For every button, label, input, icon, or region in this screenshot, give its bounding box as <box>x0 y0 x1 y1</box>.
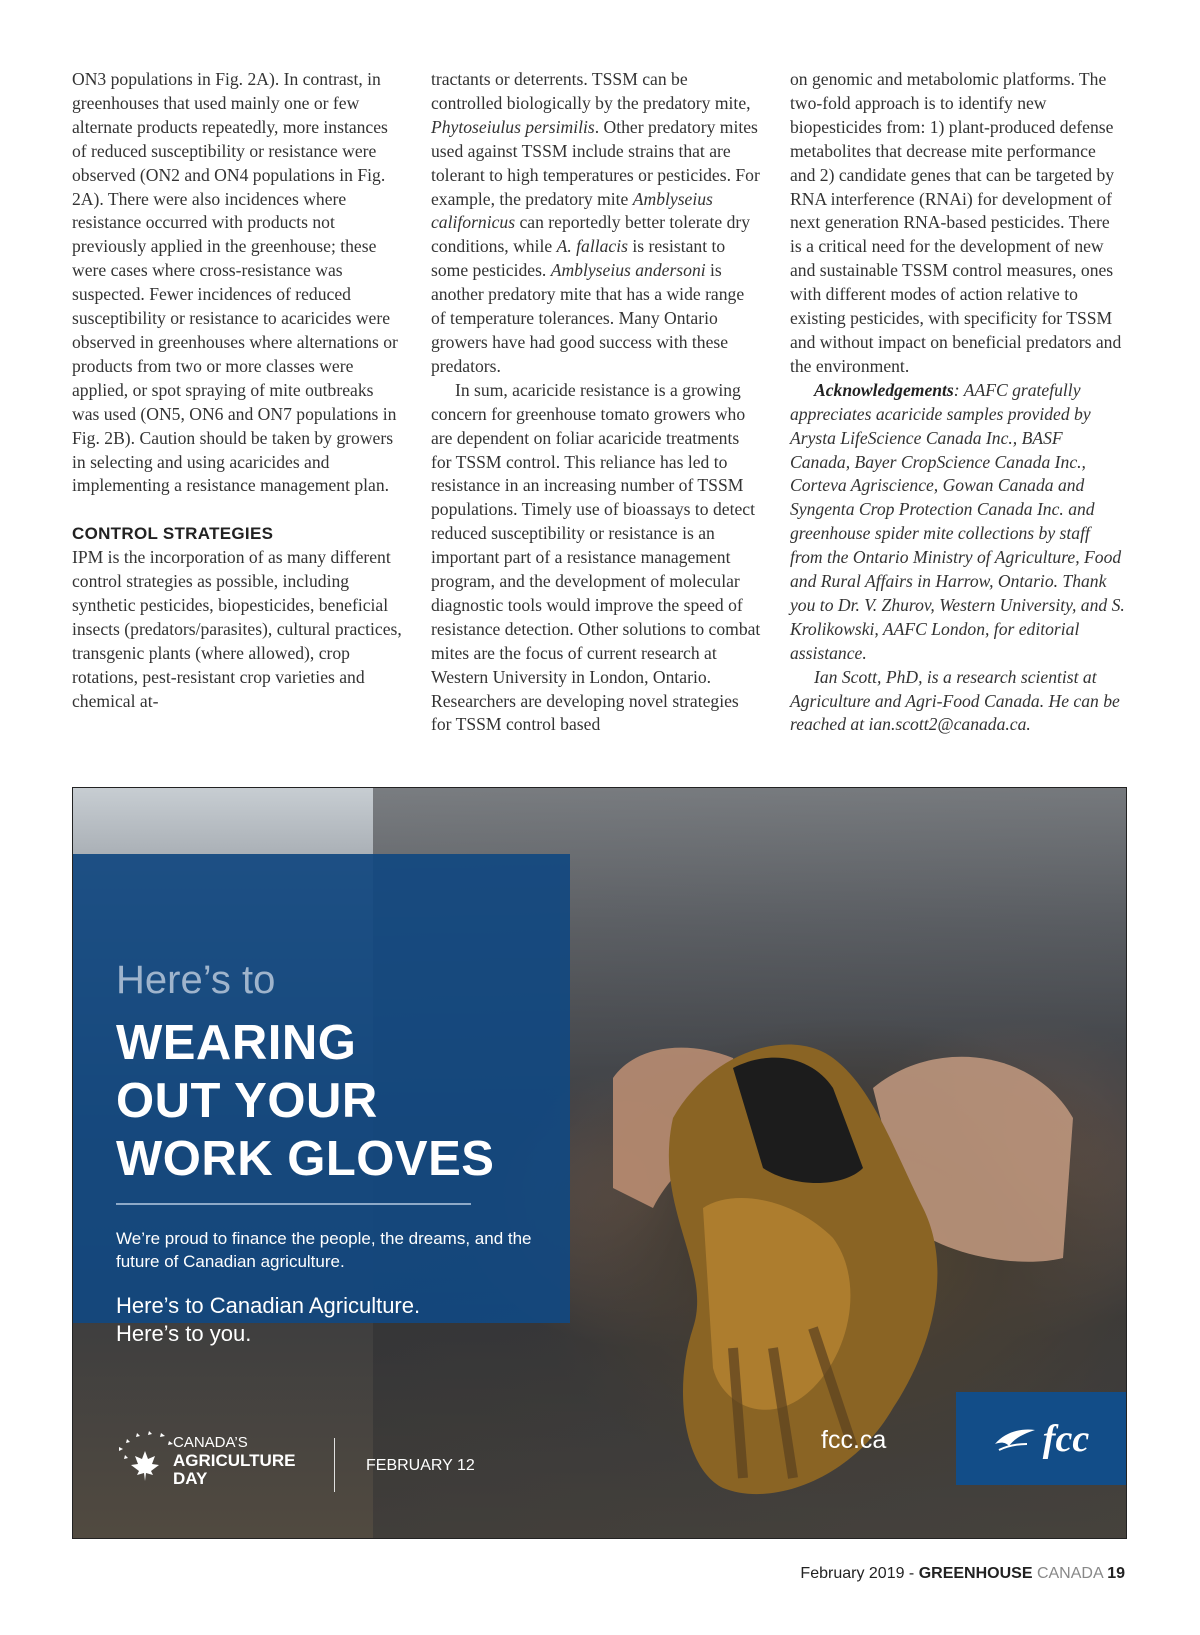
page-footer <box>800 1565 1125 1583</box>
ad-divider-rule <box>116 1203 471 1205</box>
agday-line: CANADA’S <box>173 1434 248 1451</box>
author-bio: Ian Scott, PhD, is a research scientist at Agriculture and Agri-Food Canada. He can be reached at ian.scott2@canada.ca. <box>790 666 1120 735</box>
article-column-2 <box>431 68 761 737</box>
ad-headline-line: OUT YOUR <box>116 1074 378 1128</box>
column1-paragraph-2: IPM is the incorporation of as many different control strategies as possible, including synthetic pesticides, biopesticides, beneficial insects (predators/parasites), cultural practices, transgenic plants (where allowed), crop rotations, pest-resistant crop varieties and chemical at- <box>72 547 402 711</box>
ad-body-text: We’re proud to finance the people, the dreams, and the future of Canadian agriculture. <box>116 1229 532 1271</box>
maple-leaf-icon <box>115 1403 175 1493</box>
article-column-1 <box>72 68 402 714</box>
species-name: Amblyseius andersoni <box>550 260 706 281</box>
text-run: can reportedly better tolerate dry conditions, while <box>431 212 751 257</box>
ad-headline <box>116 1014 536 1188</box>
fcc-advertisement <box>72 787 1127 1539</box>
section-heading-control-strategies: CONTROL STRATEGIES <box>72 524 274 544</box>
ad-subheading: Here’s to <box>116 958 276 1002</box>
article-column-3 <box>790 68 1125 737</box>
footer-publication-light: CANADA <box>1032 1565 1103 1582</box>
fcc-logo-text: fcc <box>1042 1417 1090 1460</box>
acknowledgements <box>790 379 1125 666</box>
species-name: Amblyseius californicus <box>431 188 713 233</box>
ad-logo-divider <box>334 1438 335 1492</box>
text-run: . Other predatory mites used against TSSM include strains that are tolerant to high temperatures or pesticides. For example, the predatory mite <box>431 116 760 209</box>
species-name: A. fallacis <box>556 236 628 257</box>
column2-paragraph-1 <box>431 68 761 379</box>
ad-date: FEBRUARY 12 <box>366 1457 475 1474</box>
agday-line: AGRICULTURE <box>173 1451 296 1470</box>
acknowledgements-title: Acknowledgements <box>814 379 954 400</box>
ad-tagline-line: Here’s to Canadian Agriculture. <box>116 1293 421 1318</box>
acknowledgements-body: : AAFC gratefully appreciates acaricide samples provided by Arysta LifeScience Canada Inc., BASF Canada, Bayer CropScience Canada Inc., Corteva Agriscience, Gowan Canada and Syngenta Crop Protection Canada Inc. and greenhouse spider mite collections by staff from the Ontario Ministry of Agriculture, Food and Rural Affairs in Harrow, Ontario. Thank you to Dr. V. Zhurov, Western University, and S. Krolikowski, AAFC London, for editorial assistance. <box>790 379 1125 663</box>
column1-paragraph-1: ON3 populations in Fig. 2A). In contrast, in greenhouses that used mainly one or few alternate products repeatedly, more instances of reduced susceptibility or resistance were observed (ON2 and ON4 populations in Fig. 2A). There were also incidences where resistance occurred with products not previously applied in the greenhouse; these were cases where cross-resistance was suspected. Fewer incidences of reduced susceptibility or resistance to acaricides were observed in greenhouses where alternations or products from two or more classes were applied, or spot spraying of mite outbreaks was used (ON5, ON6 and ON7 populations in Fig. 2B). Caution should be taken by growers in selecting and using acaricides and implementing a resistance management plan. <box>72 69 398 496</box>
footer-publication-bold: GREENHOUSE <box>918 1565 1033 1582</box>
species-name: Phytoseiulus persimilis <box>431 116 595 137</box>
fcc-logo <box>956 1392 1126 1485</box>
agday-line: DAY <box>173 1469 208 1488</box>
footer-issue: February 2019 - <box>800 1565 919 1582</box>
text-run: is resistant to some pesticides. <box>431 236 726 281</box>
ad-text-panel <box>73 854 570 1346</box>
ad-headline-line: WEARING <box>116 1016 357 1070</box>
agriculture-day-logo-text <box>173 1434 295 1488</box>
column2-paragraph-2: In sum, acaricide resistance is a growing concern for greenhouse tomato growers who are dependent on foliar acaricide treatments for TSSM control. This reliance has led to resistance in an increasing number of TSSM populations. Timely use of bioassays to detect reduced susceptibility or resistance is an important part of a resistance management program, and the development of molecular diagnostic tools would improve the speed of resistance detection. Other solutions to combat mites are the focus of current research at Western University in London, Ontario. Researchers are developing novel strategies for TSSM control based <box>431 379 761 735</box>
ad-url: fcc.ca <box>821 1426 887 1454</box>
ad-headline-line: WORK GLOVES <box>116 1132 495 1186</box>
column3-paragraph-1: on genomic and metabolomic platforms. The two-fold approach is to identify new biopesticides from: 1) plant-produced defense metabolites that decrease mite performance and 2) candidate genes that can be targeted by RNA interference (RNAi) for development of next generation RNA-based pesticides. There is a critical need for the development of new and sustainable TSSM control measures, ones with different modes of action relative to existing pesticides, with specificity for TSSM and without impact on beneficial predators and the environment. <box>790 69 1122 376</box>
ad-tagline-line: Here’s to you. <box>116 1321 252 1346</box>
text-run: is another predatory mite that has a wide range of temperature tolerances. Many Ontario growers have had good success with these predators. <box>431 260 745 376</box>
fcc-swoosh-icon <box>993 1424 1037 1454</box>
text-run: tractants or deterrents. TSSM can be controlled biologically by the predatory mite, <box>431 69 751 113</box>
ad-tagline <box>116 1292 556 1348</box>
page-number: 19 <box>1107 1565 1125 1582</box>
